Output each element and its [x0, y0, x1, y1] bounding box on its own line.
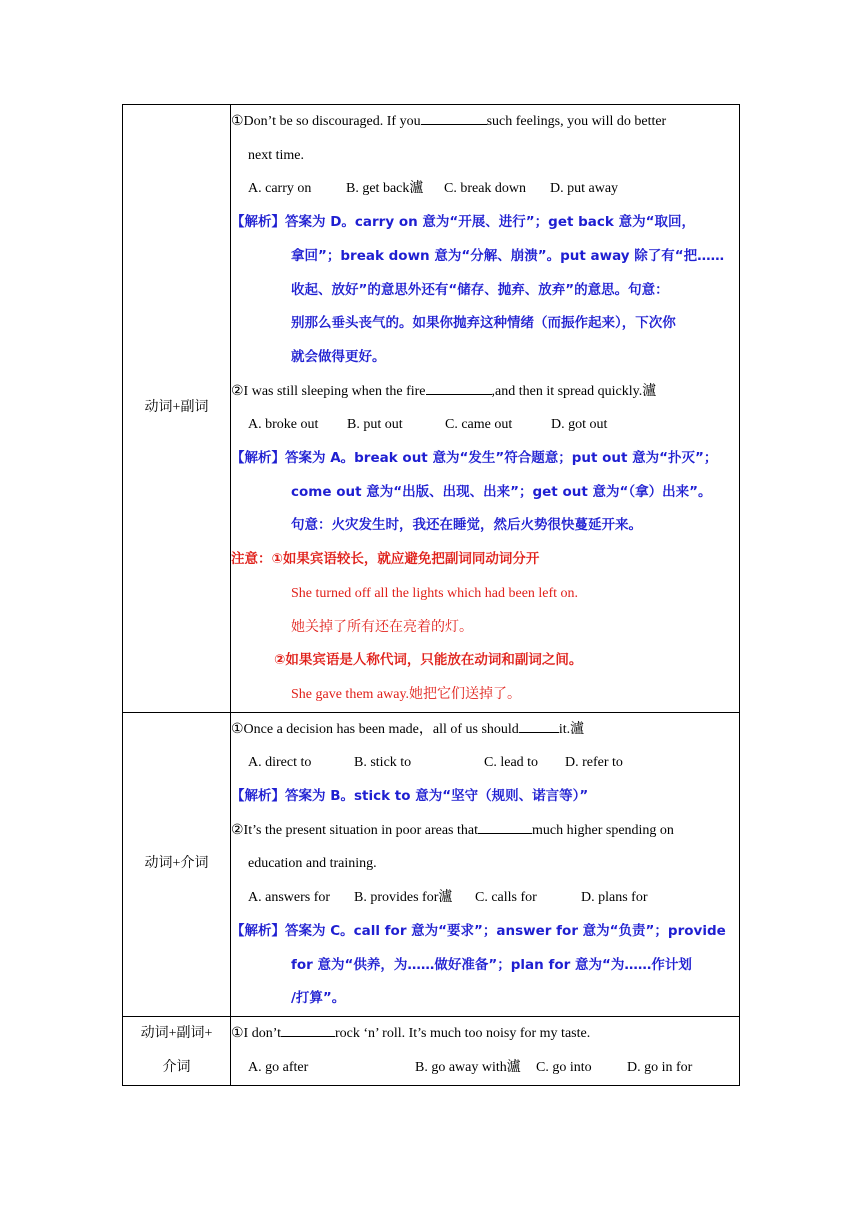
option: C. calls for	[475, 890, 537, 906]
question-stem: ①Once a decision has been made，all of us should it.瀘	[231, 713, 739, 747]
answer-blank	[281, 1022, 335, 1037]
option: D. refer to	[565, 755, 623, 771]
note-example: She turned off all the lights which had been left on.	[291, 585, 579, 601]
note-line: 注意：①如果宾语较长，就应避免把副词同动词分开	[231, 551, 540, 568]
option: A. carry on	[248, 181, 312, 197]
note-example: 她关掉了所有还在亮着的灯。	[291, 619, 473, 635]
question-stem: ①I don’t rock ‘n’ roll. It’s much too noisy for my taste.	[231, 1017, 739, 1051]
analysis-line: 【解析】答案为 C。call for 意为“要求”；answer for 意为“负责”；provide	[231, 922, 726, 939]
option: D. go in for	[627, 1059, 693, 1075]
content-cell	[231, 1016, 740, 1085]
analysis-line: 【解析】答案为 B。stick to 意为“坚守（规则、诺言等）”	[231, 788, 589, 805]
answer-blank	[519, 718, 559, 733]
question-stem: ②I was still sleeping when the fire ,and then it spread quickly.瀘	[231, 375, 739, 409]
content-cell	[231, 712, 740, 1016]
category-cell: 动词+副词	[123, 105, 231, 713]
options-line	[231, 746, 739, 780]
answer-blank	[426, 380, 492, 395]
option: A. answers for	[248, 890, 331, 906]
question-stem-cont: education and training.	[248, 856, 377, 872]
note-line: ②如果宾语是人称代词，只能放在动词和副词之间。	[274, 652, 583, 669]
analysis-line: 句意：火灾发生时，我还在睡觉，然后火势很快蔓延开来。	[291, 517, 642, 534]
analysis-line: 收起、放好”的意思外还有“储存、抛弃、放弃”的意思。句意：	[291, 281, 669, 298]
answer-blank	[421, 110, 487, 125]
table-row	[123, 1016, 740, 1085]
table-row	[123, 712, 740, 1016]
option: B. provides for瀘	[354, 890, 453, 906]
option: B. stick to	[354, 755, 412, 771]
category-cell	[123, 1016, 231, 1085]
question-stem-cont: next time.	[248, 147, 304, 163]
category-cell: 动词+介词	[123, 712, 231, 1016]
analysis-line: for 意为“供养，为……做好准备”；plan for 意为“为……作计划	[291, 956, 692, 973]
options-line	[231, 172, 739, 206]
category-line: 动词+副词+	[140, 1025, 213, 1041]
option: C. lead to	[484, 755, 539, 771]
option: B. go away with瀘	[415, 1059, 521, 1075]
analysis-line: 【解析】答案为 D。carry on 意为“开展、进行”；get back 意为“取回，	[231, 214, 695, 231]
option: D. got out	[551, 417, 608, 433]
options-line	[231, 1051, 739, 1085]
option: B. get back瀘	[346, 181, 424, 197]
answer-blank	[478, 819, 532, 834]
option: C. came out	[445, 417, 513, 433]
option: A. broke out	[248, 417, 319, 433]
option: C. break down	[444, 181, 527, 197]
analysis-line: 就会做得更好。	[291, 348, 386, 365]
option: D. plans for	[581, 890, 648, 906]
grammar-table	[122, 104, 740, 1086]
question-stem: ①Don’t be so discouraged. If you such feelings, you will do better	[231, 105, 739, 139]
analysis-line: 别那么垂头丧气的。如果你抛弃这种情绪（而振作起来），下次你	[291, 315, 676, 332]
analysis-line: 【解析】答案为 A。break out 意为“发生”符合题意；put out 意为“扑灭”；	[231, 450, 718, 467]
option: D. put away	[550, 181, 619, 197]
analysis-line: 拿回”；break down 意为“分解、崩溃”。put away 除了有“把……	[291, 247, 725, 264]
option: C. go into	[536, 1059, 592, 1075]
option: B. put out	[347, 417, 403, 433]
option: A. direct to	[248, 755, 312, 771]
option: A. go after	[248, 1059, 309, 1075]
question-stem: ②It’s the present situation in poor areas that much higher spending on	[231, 814, 739, 848]
options-line	[231, 408, 739, 442]
content-cell	[231, 105, 740, 713]
table-row	[123, 105, 740, 713]
analysis-line: /打算”。	[291, 990, 346, 1007]
note-example: She gave them away.她把它们送掉了。	[291, 686, 522, 702]
options-line	[231, 881, 739, 915]
category-line: 介词	[162, 1059, 191, 1075]
analysis-line: come out 意为“出版、出现、出来”；get out 意为“（拿）出来”。	[291, 483, 712, 500]
